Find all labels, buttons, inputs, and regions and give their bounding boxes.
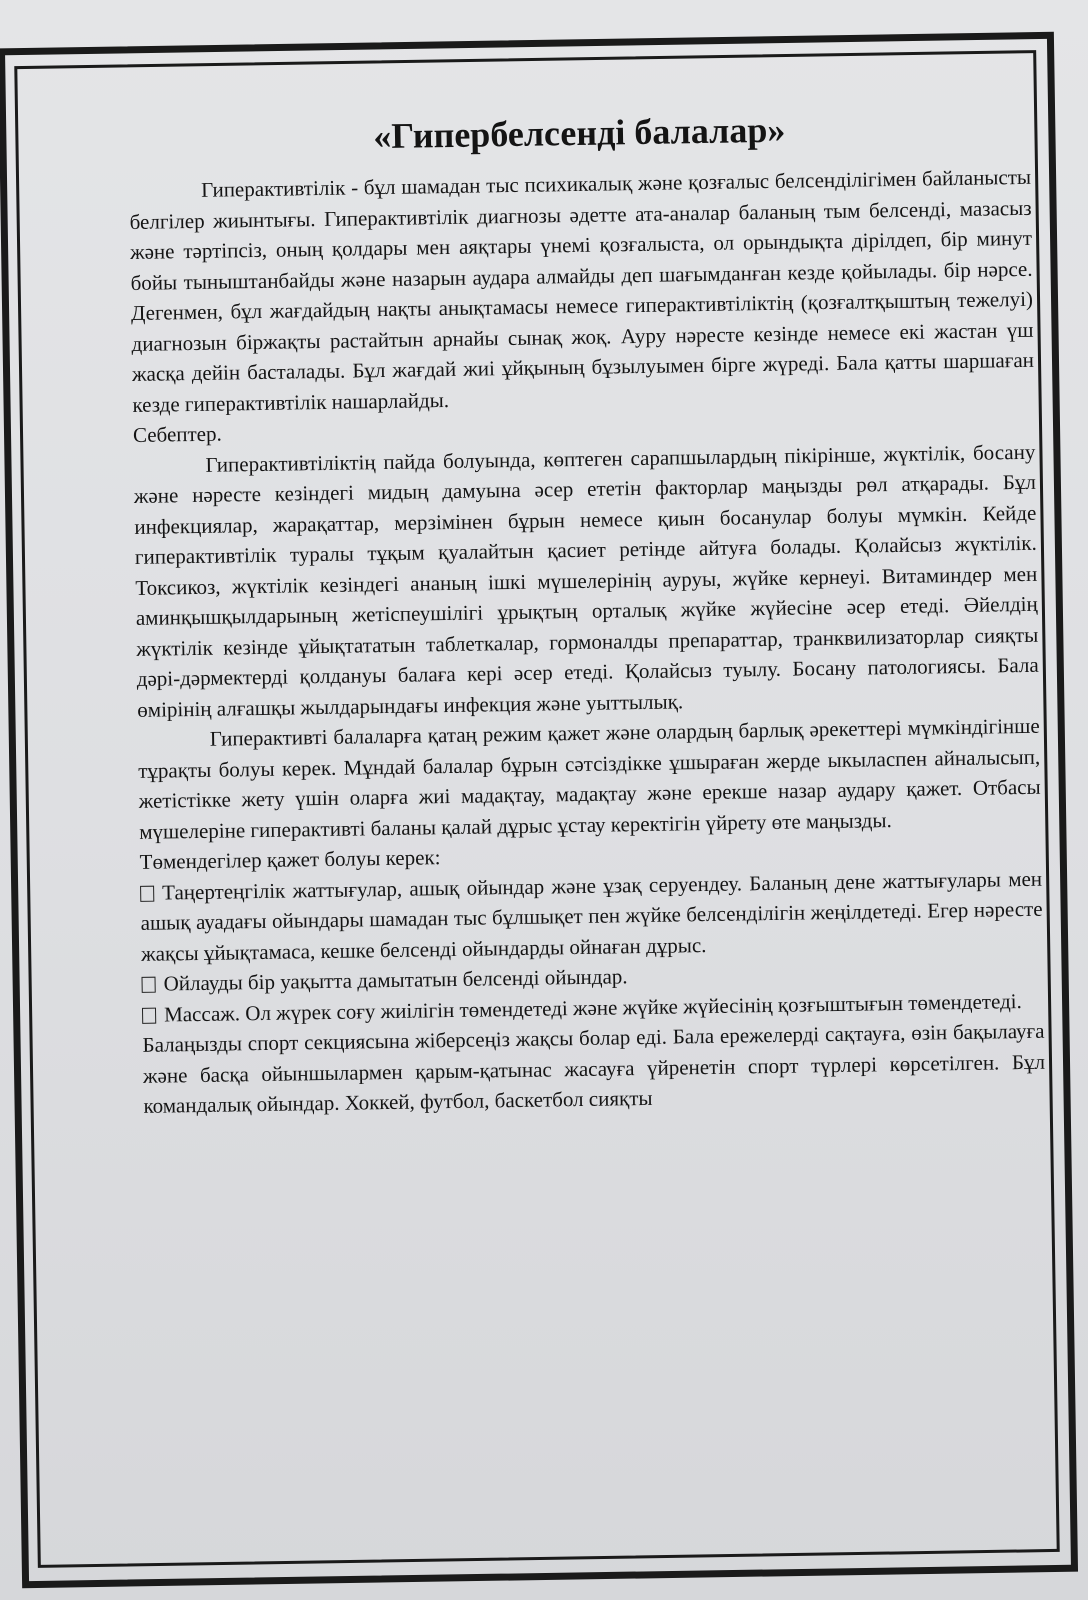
bullet-text: Ойлауды бір уақытта дамытатын белсенді ойындар. xyxy=(163,964,628,996)
bullet-text: Массаж. Ол жүрек соғу жиілігін төмендетеді және жүйке жүйесінің қозғыштығын төмендетеді. xyxy=(163,988,1022,1027)
paragraph-intro: Гиперактивтілік - бұл шамадан тыс психикалық және қозғалыс белсенділігімен байланысты белгілер жиынтығы. Гиперактивтілік диагнозы әдетте ата-аналар баланың тым белсенді, мазасыз және тәртіпсіз, оның қолдары мен аяқтары үнемі қозғалыста, ол орындықта дірілдеп, бір минут бойы тыныштанбайды және назарын аудара алмайды деп шағымданған кезде қойылады. бір нәрсе. Дегенмен, бұл жағдайдың нақты анықтамасы немесе гиперактивтіліктің (қозғалтқыштың тежелуі) диагнозын біржақты растайтын арнайы сынақ жоқ. Ауру нәресте кезінде немесе екі жастан үш жасқа дейін басталады. Бұл жағдай жиі ұйқының бұзылуымен бірге жүреді. Бала қатты шаршаған кезде гиперактивтілік нашарлайды. xyxy=(129,164,1035,417)
section-heading-causes: Себептер. xyxy=(132,421,222,447)
checkbox-bullet-icon xyxy=(140,885,154,901)
paragraph-closing: Балаңызды спорт секциясына жіберсеңіз жақсы болар еді. Бала ережелерді сақтауға, өзін бақылауға және басқа ойыншылармен қарым-қатынас жасауға үйренетін спорт түрлері көрсетілген. Бұл командалық ойындар. Хоккей, футбол, баскетбол сияқты xyxy=(142,1018,1046,1118)
bullet-text: Таңертеңгілік жаттығулар, ашық ойындар және ұзақ серуендеу. Баланың дене жаттығулары мен ашық ауадағы ойындары шамадан тыс бұлшықет пен жүйке белсенділігін жеңілдетеді. Егер нәресте жақсы ұйықтамаса, кешке белсенді ойындарды ойнаған дұрыс. xyxy=(140,866,1043,966)
checkbox-bullet-icon xyxy=(141,977,155,993)
paragraph-needs-heading: Төмендегілер қажет болуы керек: xyxy=(139,845,441,874)
document-body xyxy=(128,104,1051,1448)
document-title: «Гипербелсенді балалар» xyxy=(372,109,786,157)
checkbox-bullet-icon xyxy=(142,1007,156,1023)
paragraph-regime: Гиперактивті балаларға қатаң режим қажет және олардың барлық әрекеттері мүмкіндігінше тұрақты болуы керек. Мұндай балалар бұрын сәтсіздікке ұшыраған жерде ыкыласпен айналысып, жетістікке жету үшін оларға жиі мадақтау, мадақтау және ерекше назар аудару қажет. Отбасы мүшелеріне гиперактивті баланы қалай дұрыс ұстау керектігін үйрету өте маңызды. xyxy=(138,713,1041,844)
paragraph-causes: Гиперактивтіліктің пайда болуында, көптеген сарапшылардың пікірінше, жүктілік, босану және нәресте кезіндегі мидың дамуына әсер ететін факторлар маңызды рөл атқарады. Бұл инфекциялар, жарақаттар, мерзімінен бұрын немесе қиын босанулар болуы мүмкін. Кейде гиперактивтілік туралы тұқым қуалайтын қасиет ретінде айтуға болады. Қолайсыз жүктілік. Токсикоз, жүктілік кезіндегі ананың ішкі мүшелерінің ауруы, жүйке кернеуі. Витаминдер мен аминқышқылдарының жетіспеушілігі ұрықтың орталық жүйке жүйесіне әсер етеді. Әйелдің жүктілік кезінде ұйықтататын таблеткалар, гормоналды препараттар, транквилизаторлар сияқты дәрі-дәрмектерді қолдануы балаға кері әсер етеді. Қолайсыз туылу. Босану патологиясы. Бала өмірінің алғашқы жылдарындағы инфекция және уыттылық. xyxy=(133,439,1039,722)
bullet-item xyxy=(140,863,1043,969)
